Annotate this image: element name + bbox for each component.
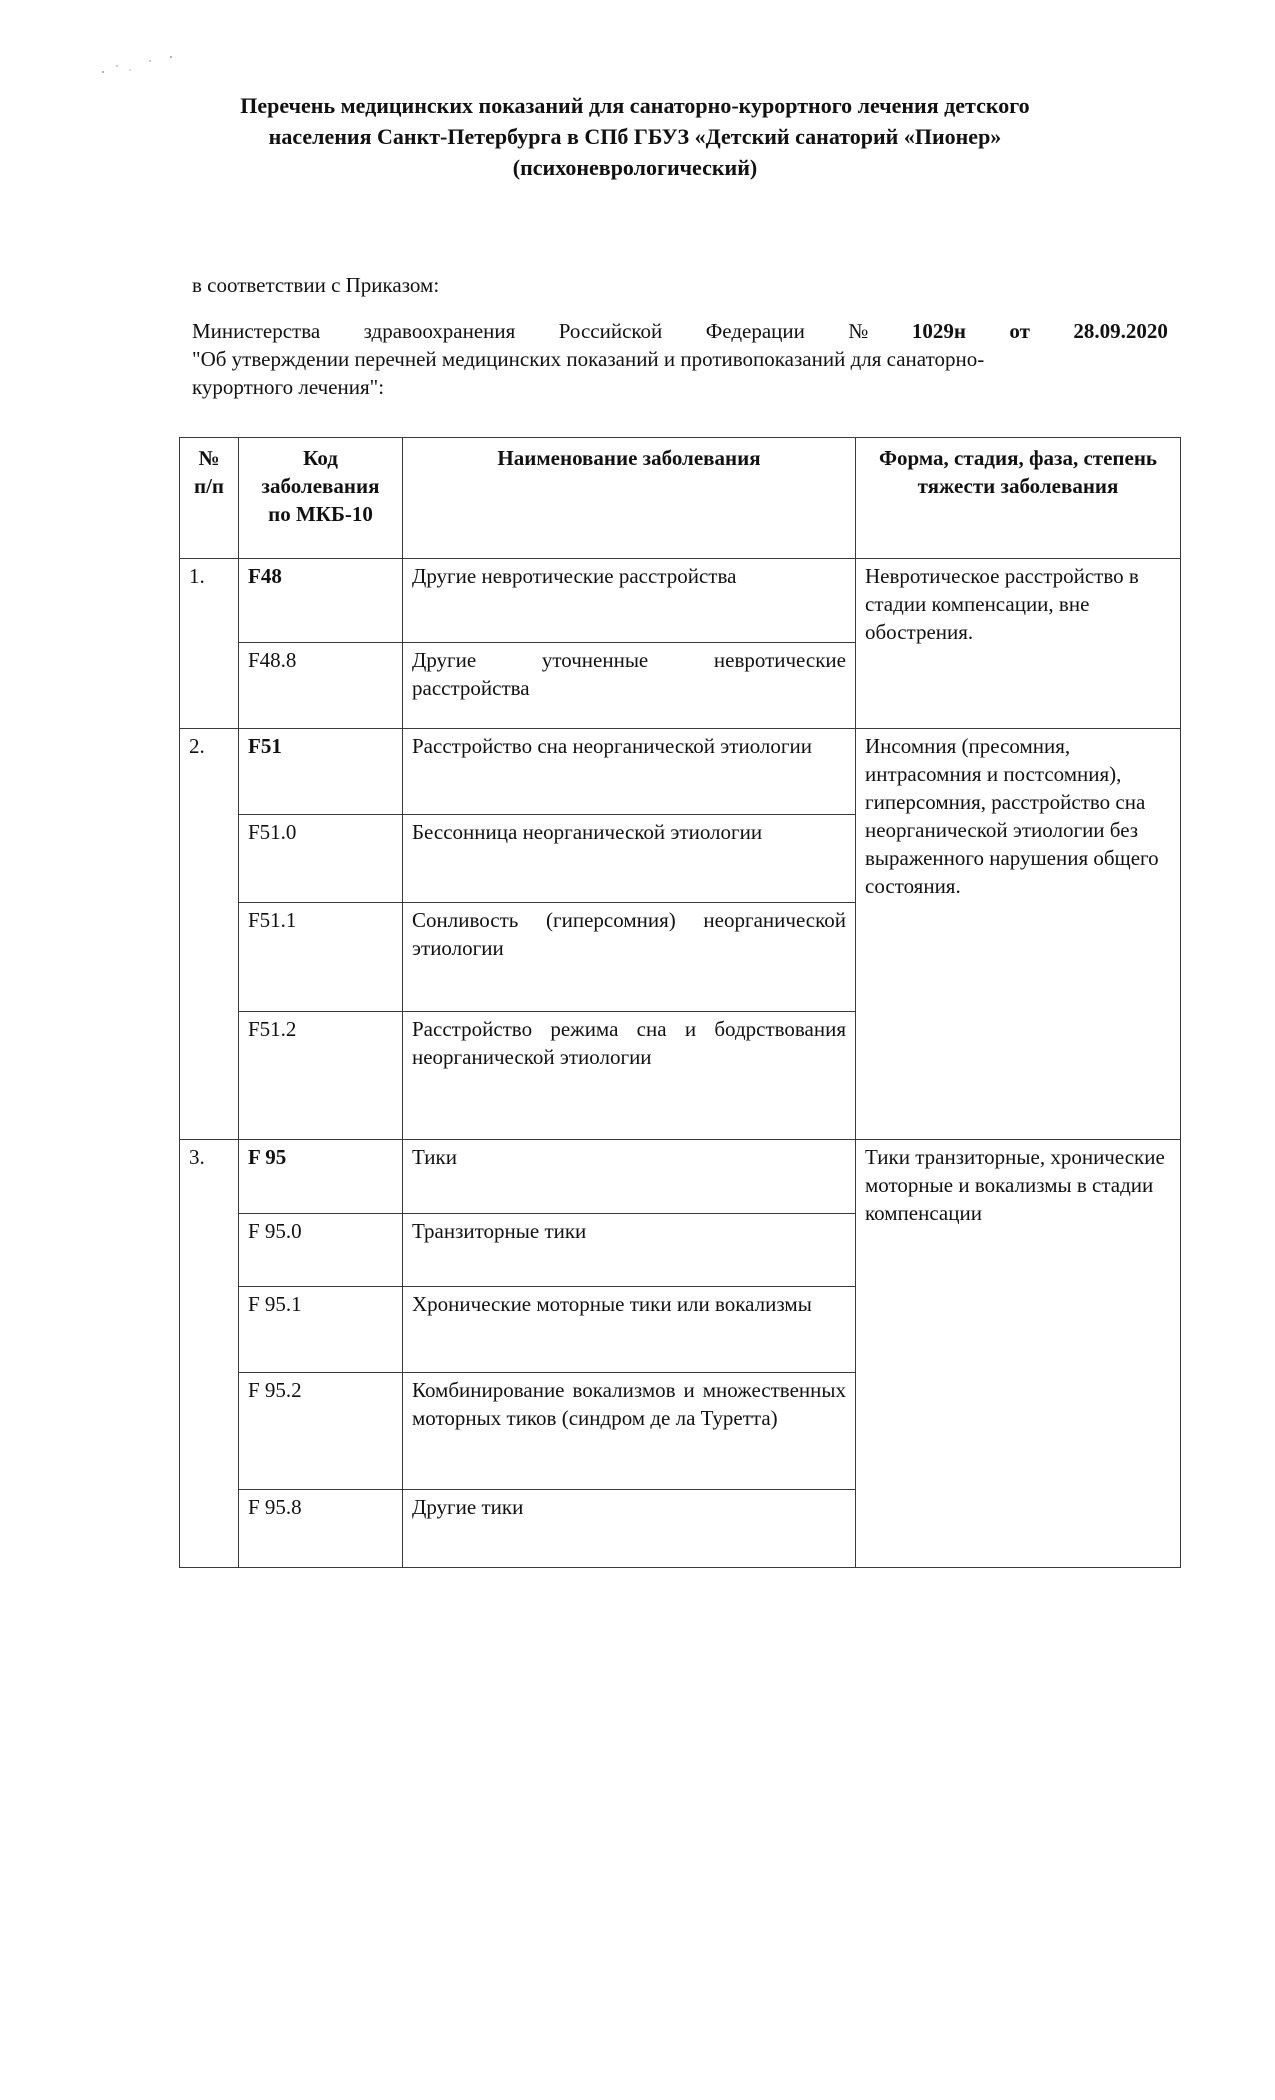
order-from-word: от — [1009, 319, 1030, 343]
scan-artifact-specks — [95, 52, 185, 82]
icd-code: F51.1 — [239, 903, 403, 1012]
order-date: 28.09.2020 — [1073, 319, 1168, 343]
icd-code: F48 — [239, 559, 403, 643]
disease-name: Тики — [403, 1140, 856, 1214]
disease-name: Другие невротические расстройства — [403, 559, 856, 643]
order-line-2: "Об утверждении перечней медицинских показаний и противопоказаний для санаторно- — [192, 347, 985, 371]
header-num: № п/п — [180, 438, 239, 559]
order-word: № — [848, 319, 869, 343]
disease-name: Расстройство режима сна и бодрствования неорганической этиологии — [403, 1012, 856, 1140]
icd-code: F 95.1 — [239, 1287, 403, 1373]
order-word: Российской — [558, 319, 663, 343]
table-row — [180, 729, 1181, 815]
header-code: Код заболевания по МКБ-10 — [239, 438, 403, 559]
disease-name: Расстройство сна неорганической этиологии — [403, 729, 856, 815]
order-line-1 — [192, 317, 1168, 345]
disease-name: Транзиторные тики — [403, 1214, 856, 1287]
order-word: Федерации — [705, 319, 805, 343]
row-number: 3. — [180, 1140, 239, 1568]
table-row — [180, 1140, 1181, 1214]
row-number: 2. — [180, 729, 239, 1140]
disease-name: Комбинирование вокализмов и множественных моторных тиков (синдром де ла Туретта) — [403, 1373, 856, 1490]
order-line-3: курортного лечения": — [192, 375, 385, 399]
icd-code: F 95.0 — [239, 1214, 403, 1287]
icd-code: F51 — [239, 729, 403, 815]
header-form: Форма, стадия, фаза, степень тяжести заболевания — [856, 438, 1181, 559]
order-number: 1029н — [911, 319, 966, 343]
icd-code: F51.2 — [239, 1012, 403, 1140]
order-word: здравоохранения — [363, 319, 516, 343]
row-number: 1. — [180, 559, 239, 729]
table-row — [180, 559, 1181, 643]
disease-form: Невротическое расстройство в стадии компенсации, вне обострения. — [856, 559, 1181, 729]
table-header-row — [180, 438, 1181, 559]
header-name: Наименование заболевания — [403, 438, 856, 559]
disease-form: Тики транзиторные, хронические моторные и вокализмы в стадии компенсации — [856, 1140, 1181, 1568]
title-line: Перечень медицинских показаний для санаторно-курортного лечения детского — [240, 93, 1030, 118]
order-word: Министерства — [192, 319, 321, 343]
disease-name: Хронические моторные тики или вокализмы — [403, 1287, 856, 1373]
disease-name: Другие уточненные невротические расстройства — [403, 643, 856, 729]
icd-code: F 95.8 — [239, 1490, 403, 1568]
disease-form: Инсомния (пресомния, интрасомния и постсомния), гиперсомния, расстройство сна неорганической этиологии без выраженного нарушения общего состояния. — [856, 729, 1181, 1140]
disease-name: Сонливость (гиперсомния) неорганической этиологии — [403, 903, 856, 1012]
indications-table — [179, 437, 1181, 1568]
disease-name: Другие тики — [403, 1490, 856, 1568]
icd-code: F51.0 — [239, 815, 403, 903]
order-reference — [192, 317, 1168, 401]
icd-code: F48.8 — [239, 643, 403, 729]
icd-code: F 95 — [239, 1140, 403, 1214]
intro-text: в соответствии с Приказом: — [192, 273, 440, 297]
title-line: населения Санкт-Петербурга в СПб ГБУЗ «Детский санаторий «Пионер» — [268, 124, 1002, 149]
document-title — [180, 90, 1090, 183]
disease-name: Бессонница неорганической этиологии — [403, 815, 856, 903]
icd-code: F 95.2 — [239, 1373, 403, 1490]
title-line: (психоневрологический) — [512, 155, 758, 180]
